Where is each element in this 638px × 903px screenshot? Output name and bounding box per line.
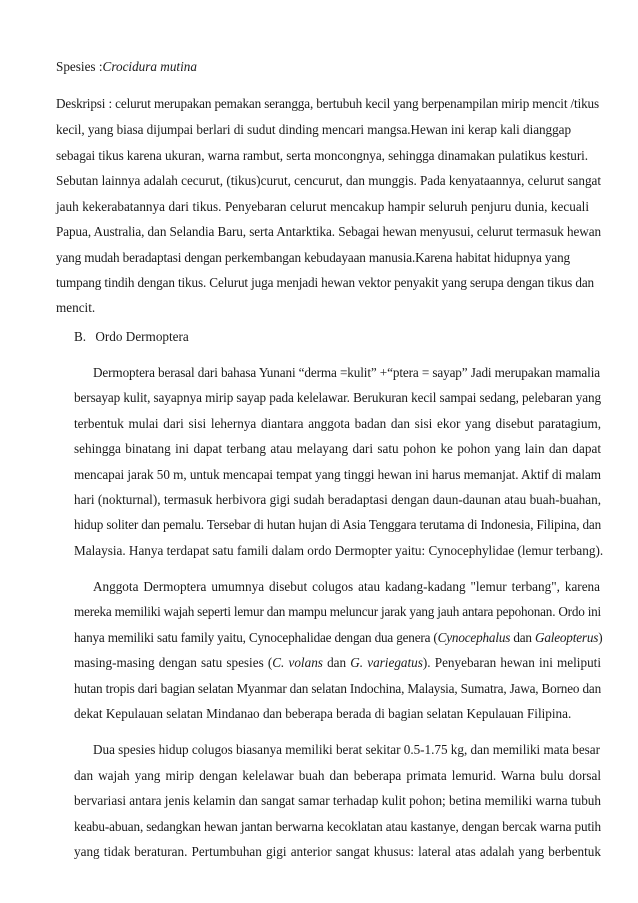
description-line: yang mudah beradaptasi dengan perkembangan kebudayaan manusia.Karena habitat hidupnya yang <box>56 250 570 265</box>
description-line: mencit. <box>56 300 96 315</box>
text-run: dan <box>322 655 351 670</box>
description-line: kecil, yang biasa dijumpai berlari di sudut dinding mencari mangsa.Hewan ini kerap kali dianggap <box>56 122 571 137</box>
paragraph-line: hidup soliter dan pemalu. Tersebar di hutan hujan di Asia Tenggara terutama di Indonesia, Filipina, dan <box>74 517 602 532</box>
paragraph-line: Dermoptera berasal dari bahasa Yunani “derma =kulit” +“ptera = sayap” Jadi merupakan mamalia <box>93 365 600 380</box>
description-line: sebagai tikus karena ukuran, warna rambut, serta moncongnya, sehingga dinamakan pulatikus kesturi. <box>56 148 588 163</box>
section-marker: B. <box>74 329 87 344</box>
text-run: ) <box>598 630 603 645</box>
paragraph-line: bersayap kulit, sayapnya mirip sayap pada kelelawar. Berukuran kecil sampai sedang, pelebaran yang <box>74 390 601 405</box>
paragraph-line: keabu-abuan, sedangkan hewan jantan berwarna kecoklatan atau kastanye, dengan bercak warna putih <box>74 819 601 834</box>
section-title: Ordo Dermoptera <box>95 329 189 344</box>
paragraph-line: dan wajah yang mirip dengan kelelawar buah dan beberapa primata lemurid. Warna bulu dorsal <box>74 768 601 783</box>
paragraph-line: hari (nokturnal), termasuk herbivora gigi sudah beradaptasi dengan daun-daunan atau buah-buahan, <box>74 492 601 507</box>
paragraph-line: dekat Kepulauan selatan Mindanao dan beberapa berada di bagian selatan Kepulauan Filipina. <box>74 706 572 721</box>
paragraph-line <box>74 630 601 646</box>
description-line: jauh kekerabatannya dari tikus. Penyebaran celurut mencakup hampir seluruh penjuru dunia, kecuali <box>56 199 589 214</box>
paragraph-line: Dua spesies hidup colugos biasanya memiliki berat sekitar 0.5-1.75 kg, dan memiliki mata besar <box>93 742 600 757</box>
text-run: masing-masing dengan satu spesies ( <box>74 655 273 670</box>
paragraph-line: Anggota Dermoptera umumnya disebut colugos atau kadang-kadang "lemur terbang", karena <box>93 579 600 594</box>
text-run: hanya memiliki satu family yaitu, Cynocephalidae dengan dua genera ( <box>74 630 438 645</box>
paragraph-line: bervariasi antara jenis kelamin dan sangat samar terhadap kulit pohon; betina memiliki warna tubuh <box>74 793 601 808</box>
description-line: Papua, Australia, dan Selandia Baru, serta Antarktika. Sebagai hewan menyusui, celurut termasuk hewan <box>56 224 601 239</box>
paragraph-line: mereka memiliki wajah seperti lemur dan mampu meluncur jarak yang jauh antara pepohonan. Ordo ini <box>74 604 601 619</box>
species-line <box>56 59 197 75</box>
paragraph-line: hutan tropis dari bagian selatan Myanmar dan selatan Indochina, Malaysia, Sumatra, Jawa, Borneo dan <box>74 681 601 696</box>
description-line: Deskripsi : celurut merupakan pemakan serangga, bertubuh kecil yang berpenampilan mirip mencit /tikus <box>56 96 599 111</box>
paragraph-line: mencapai jarak 50 m, untuk mencapai tempat yang tinggi hewan ini harus memanjat. Aktif di malam <box>74 467 601 482</box>
section-heading <box>74 329 189 345</box>
species-label: Spesies <box>56 59 96 74</box>
paragraph-line: sehingga binatang ini dapat terbang atau melayang dari satu pohon ke pohon yang lain dan dapat <box>74 441 601 456</box>
text-run: dan <box>510 630 535 645</box>
paragraph-line: yang tidak beraturan. Pertumbuhan gigi anterior sangat khusus: lateral atas adalah yang berbentuk <box>74 844 601 859</box>
description-line: tumpang tindih dengan tikus. Celurut juga menjadi hewan vektor penyakit yang serupa dengan tikus dan <box>56 275 594 290</box>
species-separator: : <box>95 59 103 74</box>
species-name: Crocidura mutina <box>102 59 197 74</box>
genus-name: Galeopterus <box>534 630 599 645</box>
genus-name: Cynocephalus <box>437 630 511 645</box>
paragraph-line: terbentuk mulai dari sisi lehernya diantara anggota badan dan sisi ekor yang disebut paratagium, <box>74 416 601 431</box>
description-line: Sebutan lainnya adalah cecurut, (tikus)curut, cencurut, dan munggis. Pada kenyataannya, celurut sangat <box>56 173 601 188</box>
species-name: G. variegatus <box>350 655 423 670</box>
paragraph-line: Malaysia. Hanya terdapat satu famili dalam ordo Dermopter yaitu: Cynocephylidae (lemur terbang). <box>74 543 604 558</box>
species-name: C. volans <box>272 655 323 670</box>
paragraph-line <box>74 655 601 671</box>
text-run: ). Penyebaran hewan ini meliputi <box>422 655 601 670</box>
